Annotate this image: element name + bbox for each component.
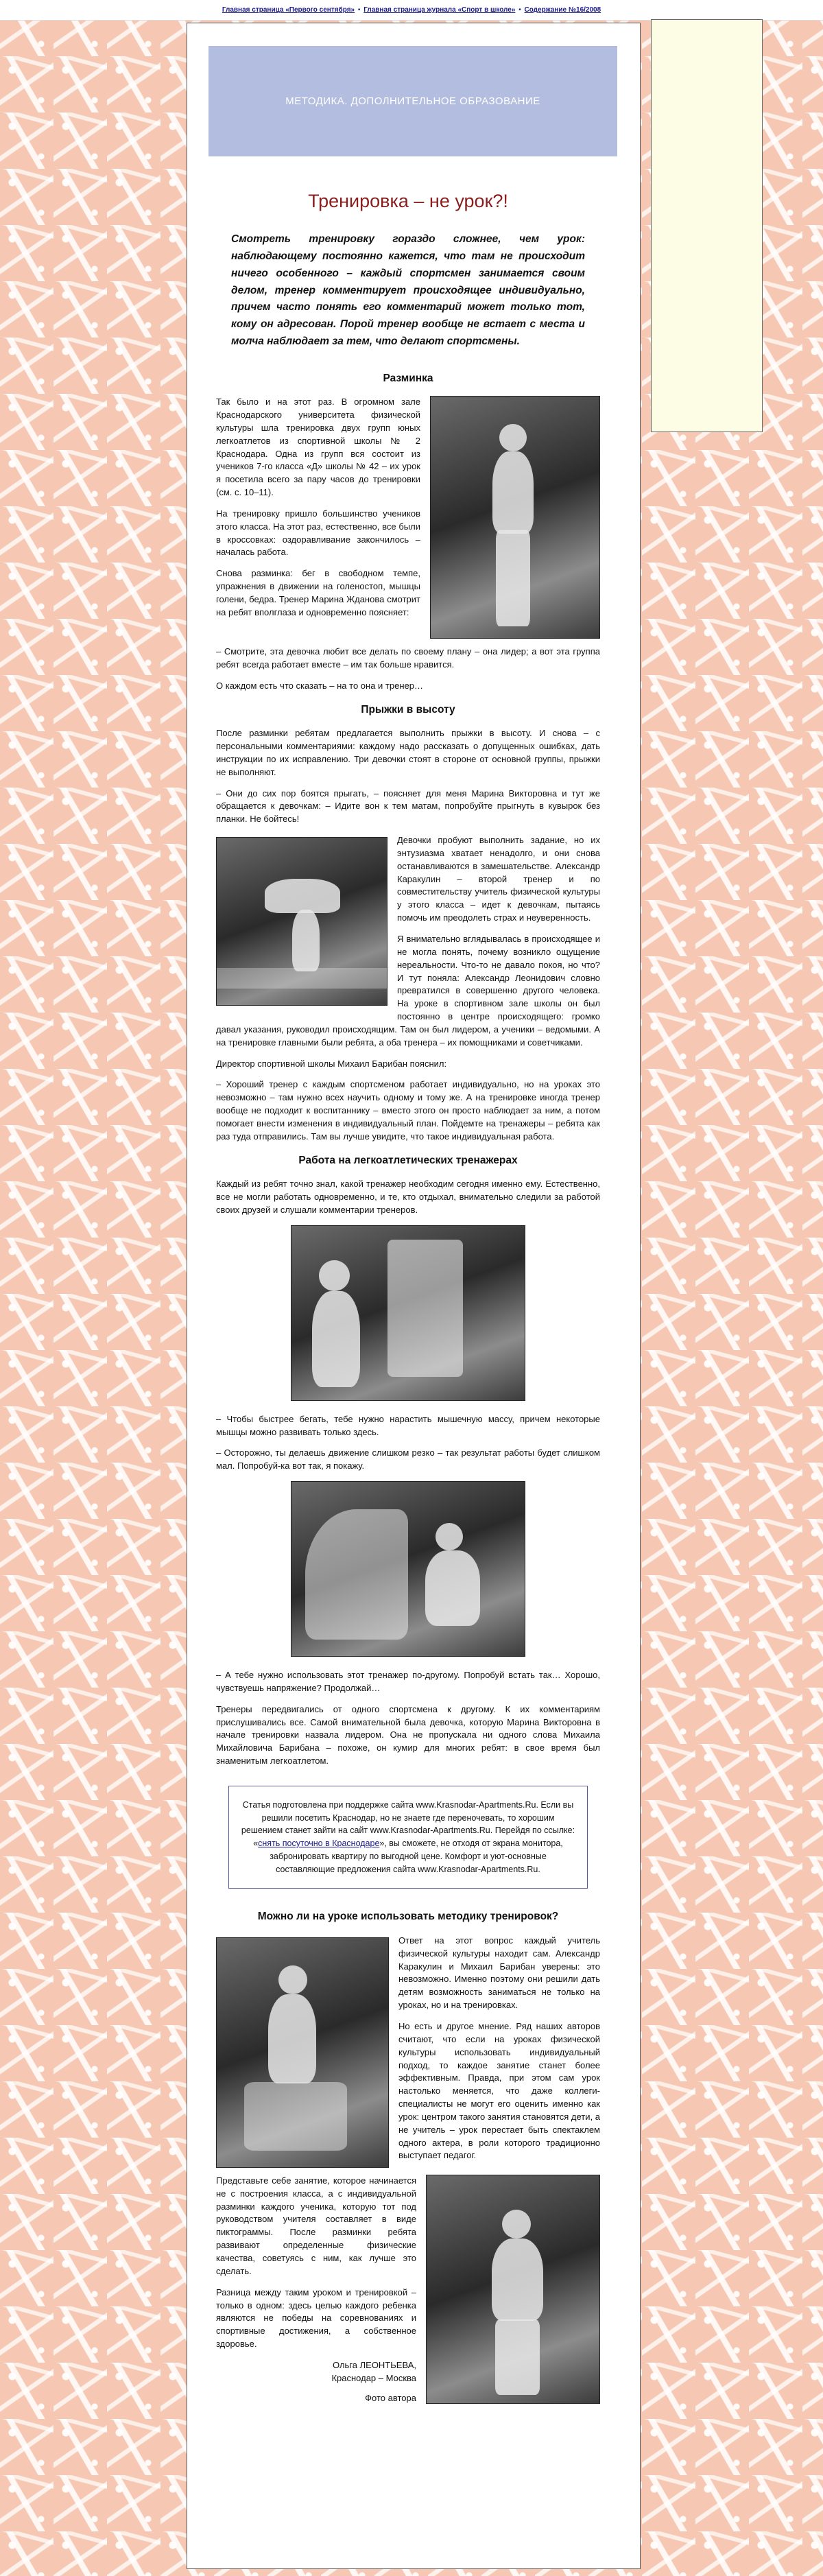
notice-text: », вы сможете, не отходя от экрана монитора, забронировать квартиру по выгодной цене. Комфорт и уют-основные составляющие предложения сайта www.Krasnodar-Apartments.Ru. (270, 1839, 563, 1874)
paragraph: На тренировку пришло большинство учеников этого класса. На этот раз, естественно, все были в кроссовках: оздоравливание закончилось – началась работа. (216, 508, 420, 558)
sponsor-notice (228, 1786, 588, 1889)
paragraph: Я внимательно вглядывалась в происходящее и не могла понять, почему возникло ощущение нереальности. Что-то не давало покоя, но что? И тут поняла: Александр Леонидович словно превратился в совершенно другого человека. На уроке в спортивном зале школы он был постоянно в центре происходящего: громко давал указания, руководил происходящим. Там он был лидером, а ученики – ведомыми. А на тренировке главными были ребята, а оба тренера – их помощниками и советчиками. (216, 934, 600, 1048)
paragraph: Каждый из ребят точно знал, какой тренажер необходим сегодня именно ему. Естественно, все не могли работать одновременно, и те, кто отдыхал, внимательно следили за работой своих друзей и слушали комментарии тренеров. (216, 1179, 600, 1215)
notice-link[interactable]: снять посуточно в Краснодаре (258, 1839, 380, 1849)
article-container (187, 23, 641, 2569)
article-content (216, 188, 600, 2411)
photo-warmup-girl (430, 396, 600, 639)
author-name: Ольга ЛЕОНТЬЕВА, (333, 2359, 416, 2370)
paragraph: – А тебе нужно использовать этот тренажер по-другому. Попробуй встать так… Хорошо, чувствуешь напряжение? Продолжай… (216, 1670, 600, 1693)
paragraph: Разница между таким уроком и тренировкой – только в одном: здесь целью каждого ребенка являются не победы на соревнованиях и спортивные достижения, а собственное здоровье. (216, 2287, 416, 2350)
section-heading-trainers: Работа на легкоатлетических тренажерах (298, 1154, 518, 1166)
photo-method-2 (426, 2175, 600, 2404)
notice-text: Статья подготовлена при поддержке сайта www.Krasnodar-Apartments.Ru. Если вы решили посетить Краснодар, но не знаете где переночевать, то хорошим решением станет зайти на сайт www.Krasnodar-Apartments.Ru. Перейдя по ссылке: « (241, 1799, 575, 1849)
section-heading-method: Можно ли на уроке использовать методику тренировок? (257, 1911, 559, 1923)
nav-separator: • (518, 6, 521, 14)
photo-trainer-machine-1 (291, 1225, 525, 1401)
paragraph: Тренеры передвигались от одного спортсмена к другому. К их комментариям прислушивались все. Самой внимательной была девочка, которую Марина Викторовна в начале тренировки назвала лидером. Она не пропускала ни одного слова Михаила Михайловича Барибана – похоже, он кумир для многих ребят: в свое время был знаменитым легкоатлетом. (216, 1703, 600, 1766)
section-heading-warmup: Разминка (383, 372, 433, 384)
nav-link-journal-home[interactable]: Главная страница журнала «Спорт в школе» (363, 6, 516, 14)
paragraph: – Чтобы быстрее бегать, тебе нужно нарастить мышечную массу, причем некоторые мышцы можно развивать только здесь. (216, 1413, 600, 1437)
paragraph: После разминки ребятам предлагается выполнить прыжки в высоту. И снова – с персональными комментариями: каждому надо рассказать о допущенных ошибках, дать инструкции по их исправлению. Три девочки стоят в стороне от основной группы, прыжки не выполняют. (216, 728, 600, 777)
photo-method-1 (216, 1937, 389, 2168)
photo-trainer-machine-2 (291, 1481, 525, 1657)
paragraph: Снова разминка: бег в свободном темпе, упражнения в движении на голеностоп, мышцы голени, бедра. Тренер Марина Жданова смотрит на ребят вполглаза и одновременно поясняет: (216, 568, 420, 617)
paragraph: – Смотрите, эта девочка любит все делать по своему плану – она лидер; а вот эта группа ребят всегда работает вместе – им так больше нравится. (216, 646, 600, 670)
banner-text: МЕТОДИКА. ДОПОЛНИТЕЛЬНОЕ ОБРАЗОВАНИЕ (285, 95, 540, 107)
right-sidebar (651, 19, 763, 432)
photo-credit: Фото автора (365, 2392, 416, 2403)
author-place: Краснодар – Москва (331, 2372, 416, 2383)
nav-link-first-september[interactable]: Главная страница «Первого сентября» (222, 6, 355, 14)
section-banner (208, 46, 617, 156)
photo-high-jump (216, 837, 387, 1006)
top-navigation (0, 0, 823, 21)
paragraph: – Осторожно, ты делаешь движение слишком резко – так результат работы будет слишком мал. Попробуй-ка вот так, я покажу. (216, 1447, 600, 1472)
paragraph: Ответ на этот вопрос каждый учитель физической культуры находит сам. Александр Каракулин и Михаил Барибан уверены: это невозможно. Именно поэтому они решили дать детям возможность заниматься не только на уроках, но и на тренировках. (398, 1935, 600, 2011)
nav-link-contents[interactable]: Содержание №16/2008 (524, 6, 601, 14)
paragraph: Но есть и другое мнение. Ряд наших авторов считают, что если на уроках физической культуры использовать индивидуальный подход, то каждое занятие станет более эффективным. Правда, при этом сам урок настолько меняется, что даже коллеги-специалисты не могут его оценить именно как урок: центром такого занятия становятся дети, а не учитель – урок перестает быть спектаклем одного актера, в роли которого традиционно выступает педагог. (398, 2020, 600, 2161)
article-title: Тренировка – не урок?! (308, 191, 508, 211)
paragraph: Так было и на этот раз. В огромном зале Краснодарского университета физической культуры шла тренировка двух групп юных легкоатлетов из спортивной школы № 2 Краснодара. Одна из групп вся состоит из учеников 7-го класса «Д» школы № 42 – их урок я посетила всего за пару часов до тренировки (см. с. 10–11). (216, 397, 420, 498)
paragraph: Девочки пробуют выполнить задание, но их энтузиазма хватает ненадолго, и они снова останавливаются в замешательстве. Александр Каракулин – второй тренер и по совместительству учитель физической культуры у этого класса – идет к девочкам, пытаясь помочь им преодолеть страх и неуверенность. (397, 835, 600, 923)
article-lead: Смотреть тренировку гораздо сложнее, чем урок: наблюдающему постоянно кажется, что там не происходит ничего особенного – каждый спортсмен занимается своим делом, тренер комментирует происходящее индивидуально, причем часто понять его комментарий может только тот, кому он адресован. Порой тренер вообще не встает с места и молча наблюдает за тем, что делают спортсмены. (231, 233, 585, 347)
paragraph: – Хороший тренер с каждым спортсменом работает индивидуально, но на уроках это невозможно – там нужно всех научить одному и тому же. А на тренировке иногда тренер вообще не подходит к воспитаннику – вместо этого он просто наблюдает за ним, а потом помогает внести изменения в индивидуальный план. Пойдемте на тренажеры – ребята как раз туда отправились. Там вы лучше увидите, что такое индивидуальная работа. (216, 1079, 600, 1142)
paragraph: О каждом есть что сказать – на то она и тренер… (216, 680, 423, 691)
paragraph: Директор спортивной школы Михаил Барибан пояснил: (216, 1058, 447, 1069)
paragraph: – Они до сих пор боятся прыгать, – поясняет для меня Марина Викторовна и тут же обращается к девочкам: – Идите вон к тем матам, попробуйте прыгнуть в кувырок без планки. Не бойтесь! (216, 788, 600, 825)
section-heading-high-jump: Прыжки в высоту (361, 703, 455, 716)
nav-separator: • (357, 6, 361, 14)
paragraph: Представьте себе занятие, которое начинается не с построения класса, а с индивидуальной разминки каждого ученика, которую тот под руководством учителя составляет в виде пиктограммы. После разминки ребята развивают определенные физические качества, советуясь с ним, как лучше это сделать. (216, 2175, 416, 2276)
